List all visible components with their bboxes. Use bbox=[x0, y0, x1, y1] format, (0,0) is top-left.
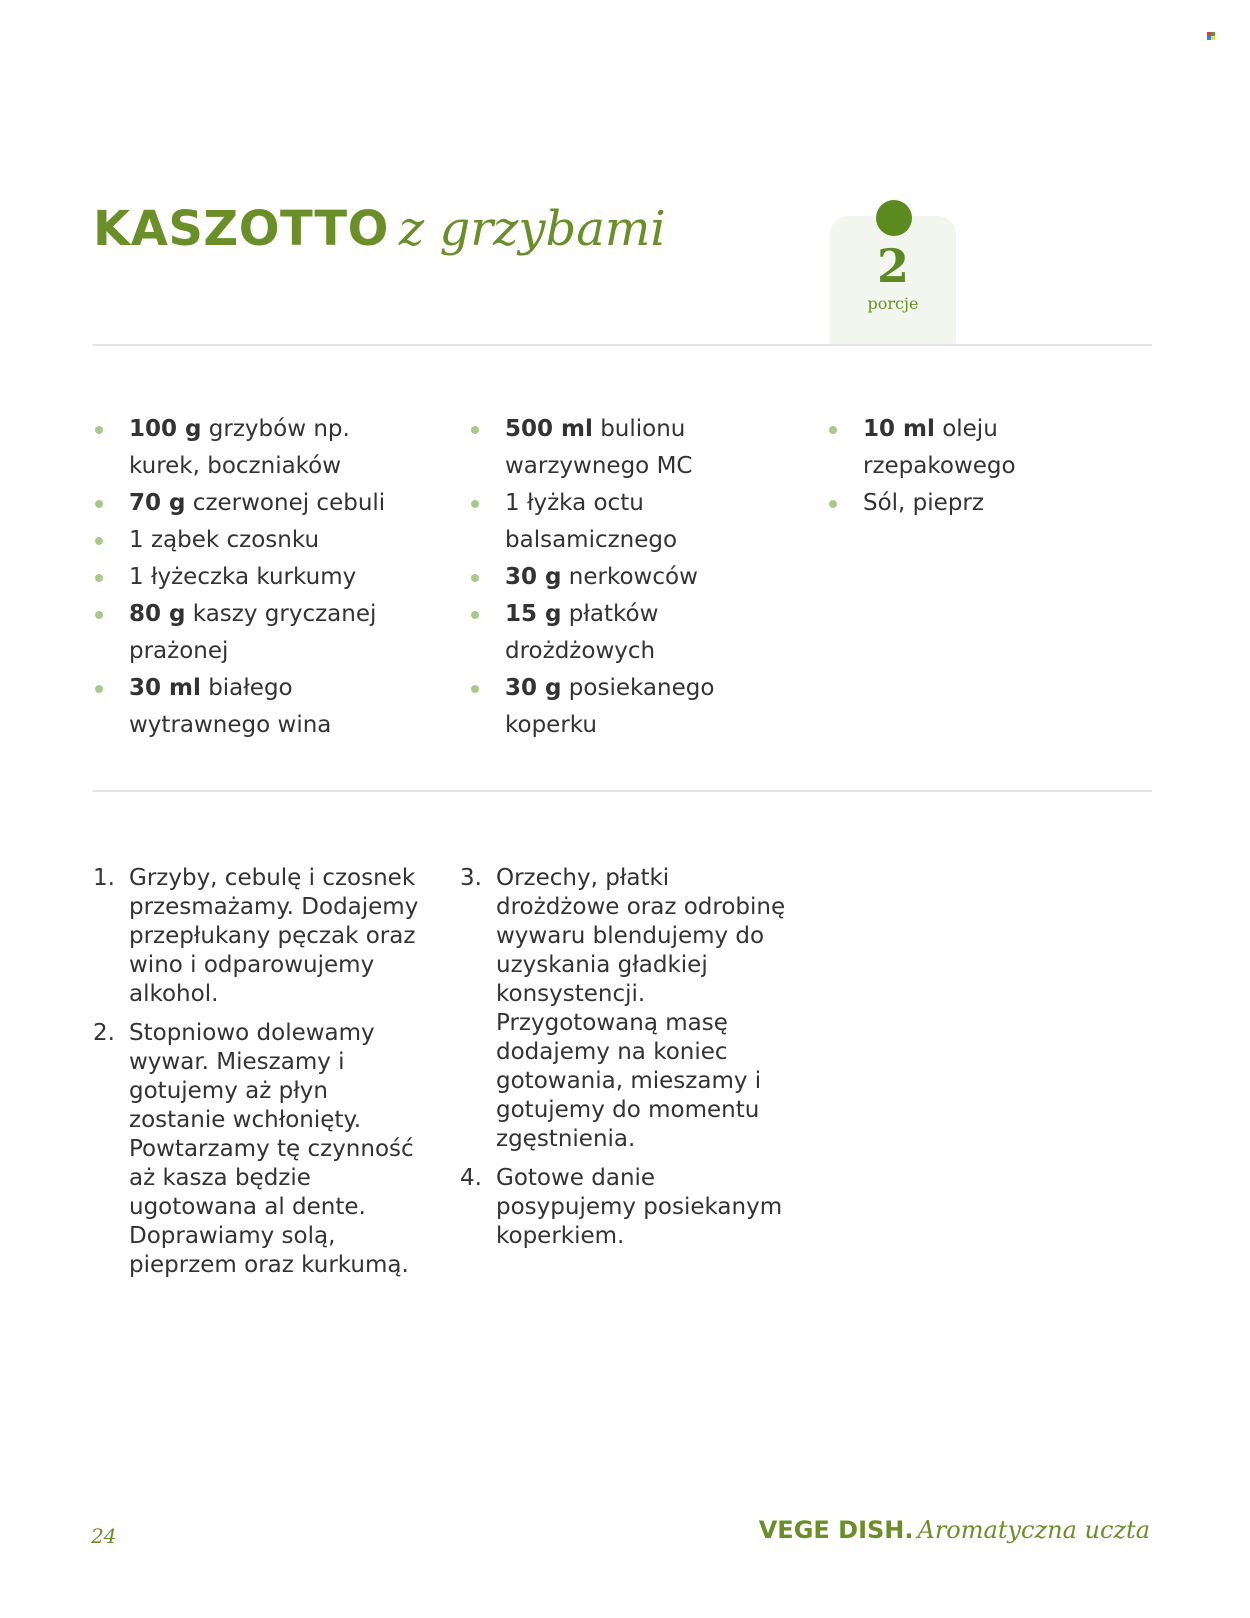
ingredients-column-1 bbox=[93, 411, 423, 744]
steps-column-1 bbox=[93, 864, 423, 1290]
ingredient-name: 1 ząbek czosnku bbox=[129, 527, 320, 553]
ingredient-amount: 70 g bbox=[129, 490, 186, 516]
portions-number: 2 bbox=[876, 239, 909, 293]
step-text: Grzyby, cebulę i czosnek przesmażamy. Dodajemy przepłukany pęczak oraz wino i odparowujemy alkohol. bbox=[129, 865, 419, 1007]
bullet-icon bbox=[95, 426, 103, 434]
footer-brand-main: VEGE DISH. bbox=[758, 1516, 914, 1544]
ingredient-amount: 500 ml bbox=[505, 416, 593, 442]
ingredient-amount: 15 g bbox=[505, 601, 562, 627]
footer-brand-sub: Aromatyczna uczta bbox=[917, 1516, 1150, 1544]
bullet-icon bbox=[471, 574, 479, 582]
ingredient-name: kaszy gryczanej prażonej bbox=[129, 601, 377, 664]
ingredient-item bbox=[469, 485, 759, 559]
ingredient-name: nerkowców bbox=[568, 564, 698, 590]
portions-label: porcje bbox=[867, 294, 919, 313]
ingredient-name: oleju rzepakowego bbox=[863, 416, 1016, 479]
step-text: Gotowe danie posypujemy posiekanym koperkiem. bbox=[496, 1165, 783, 1249]
step-text: Orzechy, płatki drożdżowe oraz odrobinę wywaru blendujemy do uzyskania gładkiej konsystencji. Przygotowaną masę dodajemy na koniec gotowania, mieszamy i gotujemy do momentu zgęstnienia. bbox=[496, 865, 786, 1152]
ingredient-name: płatków drożdżowych bbox=[505, 601, 659, 664]
ingredient-name: Sól, pieprz bbox=[863, 490, 984, 516]
divider-middle bbox=[93, 790, 1152, 792]
ingredients-column-3 bbox=[827, 411, 1117, 522]
step-number: 2. bbox=[93, 1020, 115, 1046]
ingredient-name: posiekanego koperku bbox=[505, 675, 715, 738]
bullet-icon bbox=[95, 685, 103, 693]
ingredient-amount: 10 ml bbox=[863, 416, 935, 442]
ingredient-name: 1 łyżka octu balsamicznego bbox=[505, 490, 678, 553]
step-number: 1. bbox=[93, 865, 115, 891]
page-number: 24 bbox=[91, 1524, 117, 1548]
ingredient-name: czerwonej cebuli bbox=[192, 490, 386, 516]
ingredient-amount: 30 g bbox=[505, 675, 562, 701]
steps-column-2 bbox=[460, 864, 795, 1261]
bullet-icon bbox=[471, 500, 479, 508]
step-item bbox=[460, 1164, 795, 1251]
ingredient-name: grzybów np. kurek, boczniaków bbox=[129, 416, 350, 479]
recipe-title-main: KASZOTTO bbox=[93, 201, 389, 257]
bullet-icon bbox=[471, 685, 479, 693]
step-item bbox=[460, 864, 795, 1154]
ingredient-amount: 100 g bbox=[129, 416, 202, 442]
bullet-icon bbox=[829, 500, 837, 508]
ingredient-name: bulionu warzywnego MC bbox=[505, 416, 693, 479]
step-item bbox=[93, 864, 423, 1009]
ingredient-amount: 30 g bbox=[505, 564, 562, 590]
step-number: 4. bbox=[460, 1165, 482, 1191]
recipe-title-accent: z grzybami bbox=[398, 201, 666, 257]
ingredient-name: 1 łyżeczka kurkumy bbox=[129, 564, 357, 590]
bullet-icon bbox=[471, 611, 479, 619]
recipe-title bbox=[93, 201, 666, 257]
ingredient-item bbox=[93, 596, 423, 670]
bullet-icon bbox=[829, 426, 837, 434]
ingredient-name: białego wytrawnego wina bbox=[129, 675, 332, 738]
step-item bbox=[93, 1019, 423, 1280]
step-number: 3. bbox=[460, 865, 482, 891]
ingredient-item bbox=[93, 670, 423, 744]
ingredient-item bbox=[469, 596, 759, 670]
step-text: Stopniowo dolewamy wywar. Mieszamy i gotujemy aż płyn zostanie wchłonięty. Powtarzamy tę czynność aż kasza będzie ugotowana al dente. Doprawiamy solą, pieprzem oraz kurkumą. bbox=[129, 1020, 414, 1278]
bullet-icon bbox=[471, 426, 479, 434]
ingredient-item bbox=[93, 411, 423, 485]
portions-dot-icon bbox=[876, 200, 912, 236]
ingredient-amount: 80 g bbox=[129, 601, 186, 627]
ingredient-item bbox=[827, 411, 1117, 485]
bullet-icon bbox=[95, 500, 103, 508]
footer-brand bbox=[759, 1516, 1150, 1544]
ingredient-item bbox=[93, 485, 423, 522]
divider-top bbox=[93, 344, 1152, 346]
corner-logo-mark bbox=[1207, 32, 1215, 40]
ingredient-item bbox=[469, 670, 759, 744]
ingredient-item bbox=[93, 559, 423, 596]
ingredients-column-2 bbox=[469, 411, 759, 744]
ingredient-item bbox=[469, 559, 759, 596]
ingredient-item bbox=[827, 485, 1117, 522]
ingredient-item bbox=[93, 522, 423, 559]
ingredient-amount: 30 ml bbox=[129, 675, 201, 701]
bullet-icon bbox=[95, 611, 103, 619]
bullet-icon bbox=[95, 537, 103, 545]
bullet-icon bbox=[95, 574, 103, 582]
ingredient-item bbox=[469, 411, 759, 485]
